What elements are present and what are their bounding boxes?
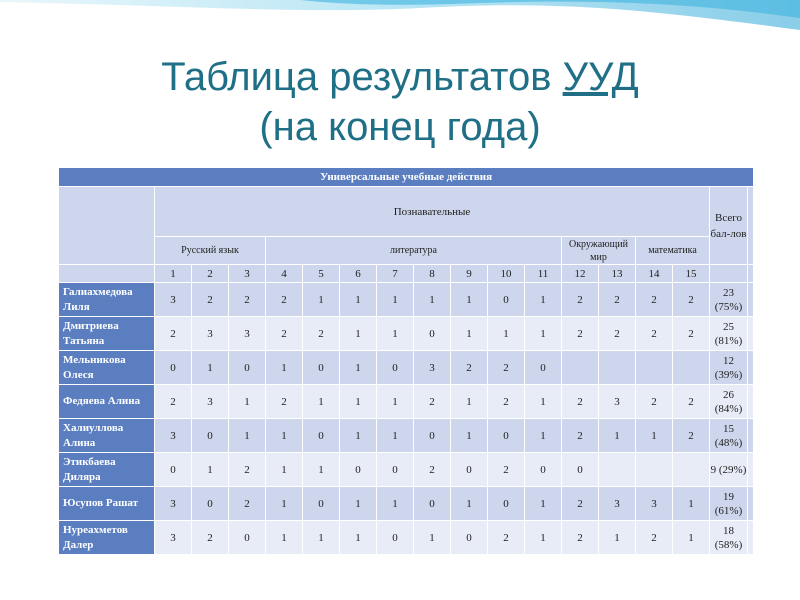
blank-corner [59, 187, 155, 265]
spacer-col [748, 187, 754, 265]
score-cell [562, 351, 599, 385]
column-number: 12 [562, 265, 599, 283]
score-cell: 1 [340, 283, 377, 317]
score-cell: 1 [525, 283, 562, 317]
title-prefix: Таблица результатов [161, 55, 552, 99]
score-cell: 1 [451, 419, 488, 453]
score-cell: 0 [488, 487, 525, 521]
slide-title [0, 52, 800, 152]
score-cell: 1 [303, 453, 340, 487]
score-cell: 0 [414, 419, 451, 453]
score-cell: 0 [488, 419, 525, 453]
score-cell: 3 [155, 487, 192, 521]
table-row [59, 453, 754, 487]
column-number: 2 [192, 265, 229, 283]
score-cell: 0 [192, 419, 229, 453]
table-row [59, 521, 754, 555]
score-cell: 2 [562, 521, 599, 555]
score-cell: 0 [414, 317, 451, 351]
score-cell: 1 [229, 385, 266, 419]
score-cell: 0 [377, 351, 414, 385]
score-cell: 2 [673, 419, 710, 453]
score-cell: 1 [266, 487, 303, 521]
score-cell: 0 [340, 453, 377, 487]
score-cell: 1 [340, 317, 377, 351]
subject-russian: Русский язык [155, 237, 266, 265]
spacer-cell [748, 317, 754, 351]
student-name: Этикбаева Диляра [59, 453, 155, 487]
score-cell: 1 [340, 385, 377, 419]
table-row [59, 283, 754, 317]
group-header: Познавательные [155, 187, 710, 237]
total-cell: 25 (81%) [710, 317, 748, 351]
score-cell: 0 [451, 521, 488, 555]
score-cell: 2 [599, 283, 636, 317]
score-cell: 1 [340, 487, 377, 521]
score-cell: 3 [155, 419, 192, 453]
score-cell: 3 [229, 317, 266, 351]
score-cell: 2 [562, 283, 599, 317]
column-number: 8 [414, 265, 451, 283]
score-cell: 1 [266, 419, 303, 453]
score-cell: 2 [673, 385, 710, 419]
table-row [59, 351, 754, 385]
score-cell: 1 [229, 419, 266, 453]
score-cell: 1 [599, 521, 636, 555]
score-cell: 2 [192, 283, 229, 317]
score-cell: 3 [414, 351, 451, 385]
score-cell: 2 [636, 521, 673, 555]
score-cell: 1 [451, 487, 488, 521]
table-row [59, 385, 754, 419]
score-cell: 2 [599, 317, 636, 351]
score-cell: 1 [451, 385, 488, 419]
column-number: 9 [451, 265, 488, 283]
score-cell: 1 [488, 317, 525, 351]
score-cell: 1 [673, 487, 710, 521]
total-cell: 23 (75%) [710, 283, 748, 317]
score-cell: 2 [673, 283, 710, 317]
score-cell: 1 [599, 419, 636, 453]
score-cell: 2 [229, 487, 266, 521]
column-number: 5 [303, 265, 340, 283]
score-cell: 2 [488, 453, 525, 487]
score-cell [673, 453, 710, 487]
score-cell: 0 [303, 351, 340, 385]
column-number: 3 [229, 265, 266, 283]
table-row [59, 487, 754, 521]
spacer-cell [748, 351, 754, 385]
total-col-blank [710, 265, 748, 283]
score-cell: 2 [488, 385, 525, 419]
score-cell: 1 [377, 283, 414, 317]
results-table [58, 167, 754, 555]
score-cell: 1 [451, 283, 488, 317]
score-cell: 3 [155, 283, 192, 317]
score-cell: 1 [192, 453, 229, 487]
total-cell: 26 (84%) [710, 385, 748, 419]
student-name: Юсупов Рашат [59, 487, 155, 521]
score-cell: 0 [414, 487, 451, 521]
column-number: 6 [340, 265, 377, 283]
score-cell: 0 [525, 453, 562, 487]
score-cell: 3 [155, 521, 192, 555]
score-cell: 0 [562, 453, 599, 487]
subject-math: математика [636, 237, 710, 265]
score-cell: 1 [377, 317, 414, 351]
score-cell: 1 [266, 521, 303, 555]
title-underlined: УУД [562, 55, 639, 99]
subject-literature: литература [266, 237, 562, 265]
spacer-cell [748, 521, 754, 555]
score-cell: 0 [488, 283, 525, 317]
score-cell [599, 351, 636, 385]
score-cell: 2 [488, 351, 525, 385]
score-cell: 1 [266, 453, 303, 487]
score-cell: 3 [192, 317, 229, 351]
total-header: Всего бал-лов [710, 187, 748, 265]
score-cell: 1 [414, 521, 451, 555]
score-cell: 1 [636, 419, 673, 453]
score-cell: 2 [562, 419, 599, 453]
score-cell: 2 [636, 385, 673, 419]
score-cell: 2 [451, 351, 488, 385]
table-header-top: Универсальные учебные действия [59, 168, 754, 187]
score-cell: 0 [525, 351, 562, 385]
score-cell: 0 [155, 351, 192, 385]
score-cell: 2 [673, 317, 710, 351]
student-name: Дмитриева Татьяна [59, 317, 155, 351]
total-cell: 12 (39%) [710, 351, 748, 385]
score-cell: 3 [599, 385, 636, 419]
column-number: 13 [599, 265, 636, 283]
column-number: 14 [636, 265, 673, 283]
column-number: 1 [155, 265, 192, 283]
score-cell: 0 [229, 351, 266, 385]
score-cell: 1 [377, 385, 414, 419]
score-cell: 1 [340, 351, 377, 385]
score-cell: 2 [414, 385, 451, 419]
subject-world: Окружающий мир [562, 237, 636, 265]
score-cell: 1 [303, 283, 340, 317]
score-cell: 1 [525, 487, 562, 521]
score-cell: 3 [192, 385, 229, 419]
score-cell: 1 [673, 521, 710, 555]
score-cell [636, 453, 673, 487]
score-cell: 2 [562, 487, 599, 521]
score-cell: 0 [377, 521, 414, 555]
blank-cell [59, 265, 155, 283]
score-cell: 1 [377, 487, 414, 521]
score-cell: 0 [377, 453, 414, 487]
score-cell [673, 351, 710, 385]
spacer-cell [748, 419, 754, 453]
score-cell: 2 [155, 317, 192, 351]
score-cell: 1 [525, 521, 562, 555]
total-cell: 18 (58%) [710, 521, 748, 555]
score-cell: 1 [525, 419, 562, 453]
table-row [59, 419, 754, 453]
spacer-col-blank [748, 265, 754, 283]
spacer-cell [748, 453, 754, 487]
score-cell: 3 [636, 487, 673, 521]
score-cell: 2 [266, 283, 303, 317]
score-cell: 1 [340, 419, 377, 453]
score-cell: 1 [377, 419, 414, 453]
score-cell: 2 [155, 385, 192, 419]
score-cell: 0 [229, 521, 266, 555]
score-cell: 2 [488, 521, 525, 555]
score-cell: 2 [636, 283, 673, 317]
score-cell: 2 [562, 317, 599, 351]
header-wave-decoration [0, 0, 800, 60]
score-cell: 0 [155, 453, 192, 487]
student-name: Нуреахметов Далер [59, 521, 155, 555]
column-number: 7 [377, 265, 414, 283]
score-cell: 2 [229, 283, 266, 317]
score-cell: 1 [192, 351, 229, 385]
column-number: 10 [488, 265, 525, 283]
table-row [59, 317, 754, 351]
title-subtitle: (на конец года) [259, 105, 541, 149]
total-cell: 9 (29%) [710, 453, 748, 487]
column-number: 15 [673, 265, 710, 283]
column-number: 11 [525, 265, 562, 283]
score-cell: 1 [414, 283, 451, 317]
student-name: Федяева Алина [59, 385, 155, 419]
score-cell [636, 351, 673, 385]
score-cell: 2 [636, 317, 673, 351]
score-cell: 2 [414, 453, 451, 487]
score-cell: 2 [229, 453, 266, 487]
spacer-cell [748, 283, 754, 317]
score-cell: 1 [451, 317, 488, 351]
score-cell: 0 [303, 487, 340, 521]
total-cell: 15 (48%) [710, 419, 748, 453]
score-cell: 1 [303, 521, 340, 555]
total-cell: 19 (61%) [710, 487, 748, 521]
score-cell: 1 [340, 521, 377, 555]
student-name: Мельникова Олеся [59, 351, 155, 385]
spacer-cell [748, 487, 754, 521]
student-name: Халиуллова Алина [59, 419, 155, 453]
score-cell: 2 [266, 317, 303, 351]
score-cell: 2 [192, 521, 229, 555]
score-cell: 2 [562, 385, 599, 419]
score-cell: 0 [451, 453, 488, 487]
column-number: 4 [266, 265, 303, 283]
score-cell: 2 [266, 385, 303, 419]
score-cell: 0 [192, 487, 229, 521]
score-cell: 1 [525, 385, 562, 419]
score-cell: 2 [303, 317, 340, 351]
score-cell: 3 [599, 487, 636, 521]
score-cell: 1 [266, 351, 303, 385]
score-cell: 1 [525, 317, 562, 351]
student-name: Галиахмедова Лиля [59, 283, 155, 317]
score-cell: 0 [303, 419, 340, 453]
spacer-cell [748, 385, 754, 419]
score-cell [599, 453, 636, 487]
score-cell: 1 [303, 385, 340, 419]
